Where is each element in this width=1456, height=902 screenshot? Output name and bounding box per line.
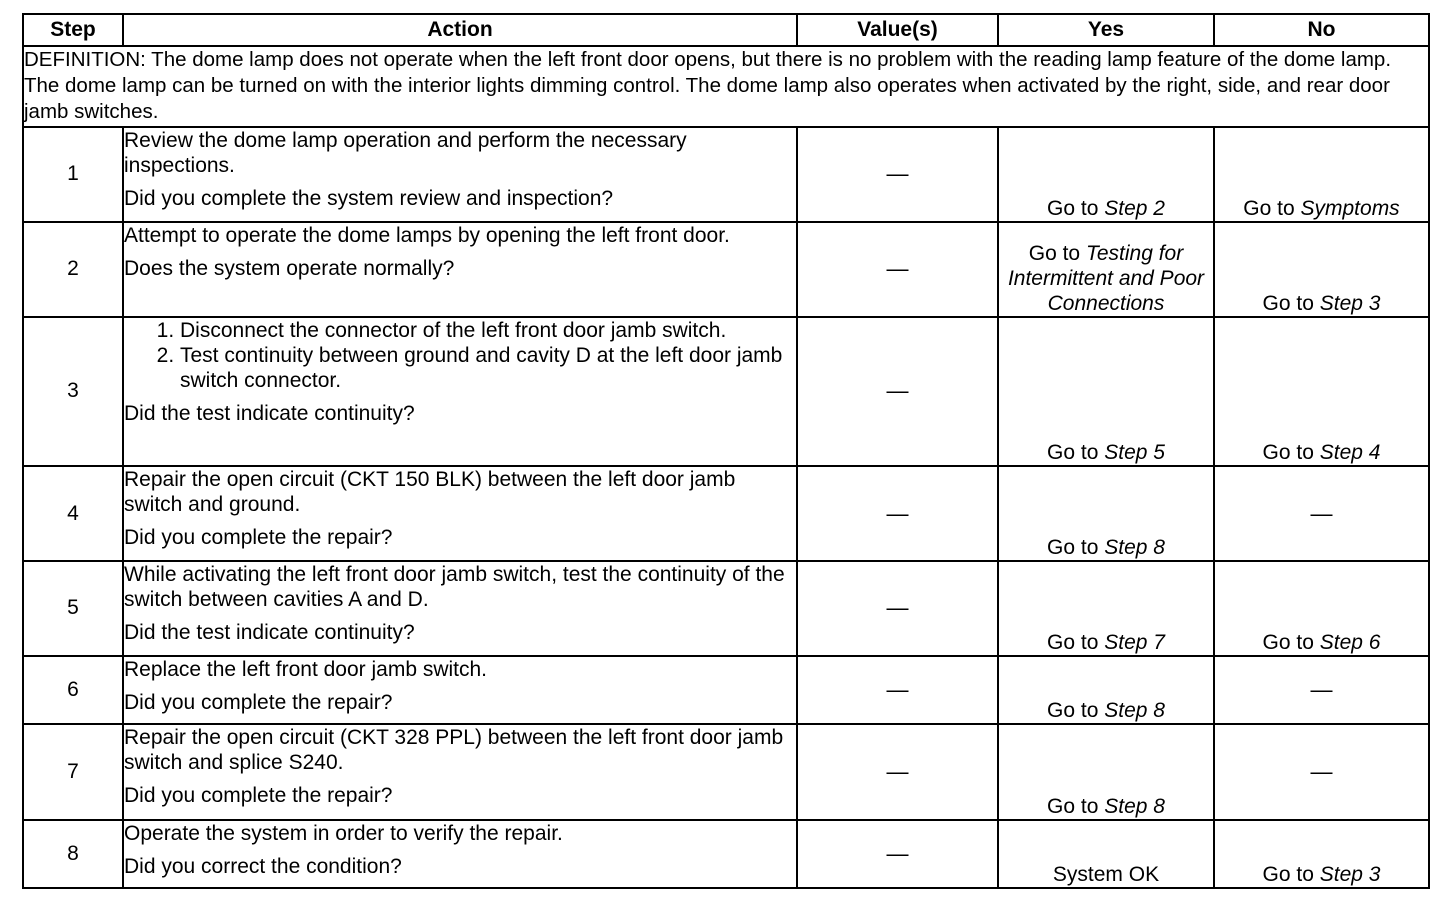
header-action: Action [123, 14, 797, 46]
no-cell: — [1214, 656, 1429, 724]
no-cell: — [1214, 724, 1429, 820]
no-cell [1214, 561, 1429, 655]
yes-cell [998, 561, 1214, 655]
value-cell: — [797, 724, 998, 820]
action-cell [123, 561, 797, 655]
table-row [23, 656, 1429, 724]
value-cell: — [797, 317, 998, 466]
action-question: Did you complete the repair? [124, 525, 393, 549]
yes-step-link[interactable]: Step 2 [1104, 196, 1165, 220]
instruction-list [124, 318, 796, 393]
yes-cell [998, 656, 1214, 724]
value-cell: — [797, 561, 998, 655]
action-cell [123, 820, 797, 888]
step-number: 7 [23, 724, 123, 820]
action-question: Did the test indicate continuity? [124, 401, 415, 425]
table-row [23, 724, 1429, 820]
definition-text: DEFINITION: The dome lamp does not operate when the left front door opens, but there is no problem with the reading lamp feature of the dome lamp. The dome lamp can be turned on with the interior lights dimming control. The dome lamp also operates when activated by the right, side, and rear door jamb switches. [23, 46, 1429, 127]
header-step: Step [23, 14, 123, 46]
action-cell [123, 127, 797, 221]
no-step-link[interactable]: Step 3 [1319, 863, 1381, 886]
header-no: No [1214, 14, 1429, 46]
header-yes: Yes [998, 14, 1214, 46]
yes-prefix: Go to [1028, 241, 1086, 265]
action-instruction: Attempt to operate the dome lamps by opening the left front door. [124, 223, 730, 247]
value-cell: — [797, 656, 998, 724]
yes-step-link[interactable]: Step 5 [1104, 440, 1165, 464]
yes-step-link[interactable]: Step 8 [1104, 698, 1165, 722]
yes-prefix: Go to [1047, 630, 1105, 654]
action-cell [123, 222, 797, 317]
action-instruction: While activating the left front door jamb switch, test the continuity of the switch between cavities A and D. [124, 563, 785, 612]
action-question: Did you complete the repair? [124, 690, 393, 714]
instruction-item: 1. Disconnect the connector of the left front door jamb switch. [180, 318, 796, 343]
action-cell [123, 656, 797, 724]
no-step-link[interactable]: Step 3 [1319, 291, 1381, 315]
yes-prefix: Go to [1047, 536, 1105, 560]
action-cell [123, 317, 797, 466]
yes-step-link[interactable]: Testing for Intermittent and Poor Connections [1007, 241, 1205, 315]
no-prefix: Go to [1262, 440, 1320, 464]
no-step-link[interactable]: Step 6 [1319, 630, 1381, 654]
table-row [23, 820, 1429, 888]
no-step-link[interactable]: Step 4 [1319, 440, 1381, 464]
action-cell [123, 466, 797, 561]
instruction-item: 2. Test continuity between ground and cavity D at the left door jamb switch connector. [180, 343, 796, 393]
yes-prefix: Go to [1047, 698, 1105, 722]
action-question: Does the system operate normally? [124, 256, 455, 280]
action-question: Did you complete the system review and inspection? [124, 187, 614, 211]
action-instruction: Review the dome lamp operation and perform the necessary inspections. [124, 129, 687, 178]
definition-row [23, 46, 1429, 127]
action-instruction: Repair the open circuit (CKT 328 PPL) between the left front door jamb switch and splice S240. [124, 725, 784, 774]
action-question: Did the test indicate continuity? [124, 621, 415, 645]
step-number: 8 [23, 820, 123, 888]
yes-cell [998, 127, 1214, 221]
value-cell: — [797, 466, 998, 561]
no-prefix: Go to [1262, 863, 1320, 886]
value-cell: — [797, 820, 998, 888]
yes-prefix: Go to [1047, 794, 1105, 818]
step-number: 2 [23, 222, 123, 317]
yes-cell [998, 222, 1214, 317]
step-number: 3 [23, 317, 123, 466]
action-question: Did you correct the condition? [124, 854, 402, 878]
step-number: 6 [23, 656, 123, 724]
step-number: 5 [23, 561, 123, 655]
yes-cell: System OK [998, 820, 1214, 888]
table-row [23, 127, 1429, 221]
header-values: Value(s) [797, 14, 998, 46]
no-cell [1214, 317, 1429, 466]
no-step-link[interactable]: Symptoms [1300, 196, 1400, 220]
yes-step-link[interactable]: Step 7 [1104, 630, 1165, 654]
no-cell [1214, 222, 1429, 317]
action-instruction: Replace the left front door jamb switch. [124, 657, 488, 681]
value-cell: — [797, 127, 998, 221]
action-instruction: Repair the open circuit (CKT 150 BLK) between the left door jamb switch and ground. [124, 467, 736, 516]
action-cell [123, 724, 797, 820]
yes-prefix: Go to [1047, 196, 1105, 220]
no-cell: — [1214, 466, 1429, 561]
value-cell: — [797, 222, 998, 317]
yes-cell [998, 466, 1214, 561]
step-number: 1 [23, 127, 123, 221]
yes-step-link[interactable]: Step 8 [1104, 536, 1165, 560]
no-cell [1214, 127, 1429, 221]
no-cell [1214, 820, 1429, 888]
action-instruction: Operate the system in order to verify the repair. [124, 821, 563, 845]
header-row [23, 14, 1429, 46]
yes-step-link[interactable]: Step 8 [1104, 794, 1165, 818]
table-row [23, 317, 1429, 466]
table-row [23, 466, 1429, 561]
no-prefix: Go to [1243, 196, 1301, 220]
no-prefix: Go to [1262, 291, 1320, 315]
step-number: 4 [23, 466, 123, 561]
yes-cell [998, 724, 1214, 820]
table-row [23, 561, 1429, 655]
diagnostic-table [22, 13, 1430, 889]
table-row [23, 222, 1429, 317]
yes-prefix: Go to [1047, 440, 1105, 464]
action-question: Did you complete the repair? [124, 783, 393, 807]
no-prefix: Go to [1262, 630, 1320, 654]
yes-cell [998, 317, 1214, 466]
